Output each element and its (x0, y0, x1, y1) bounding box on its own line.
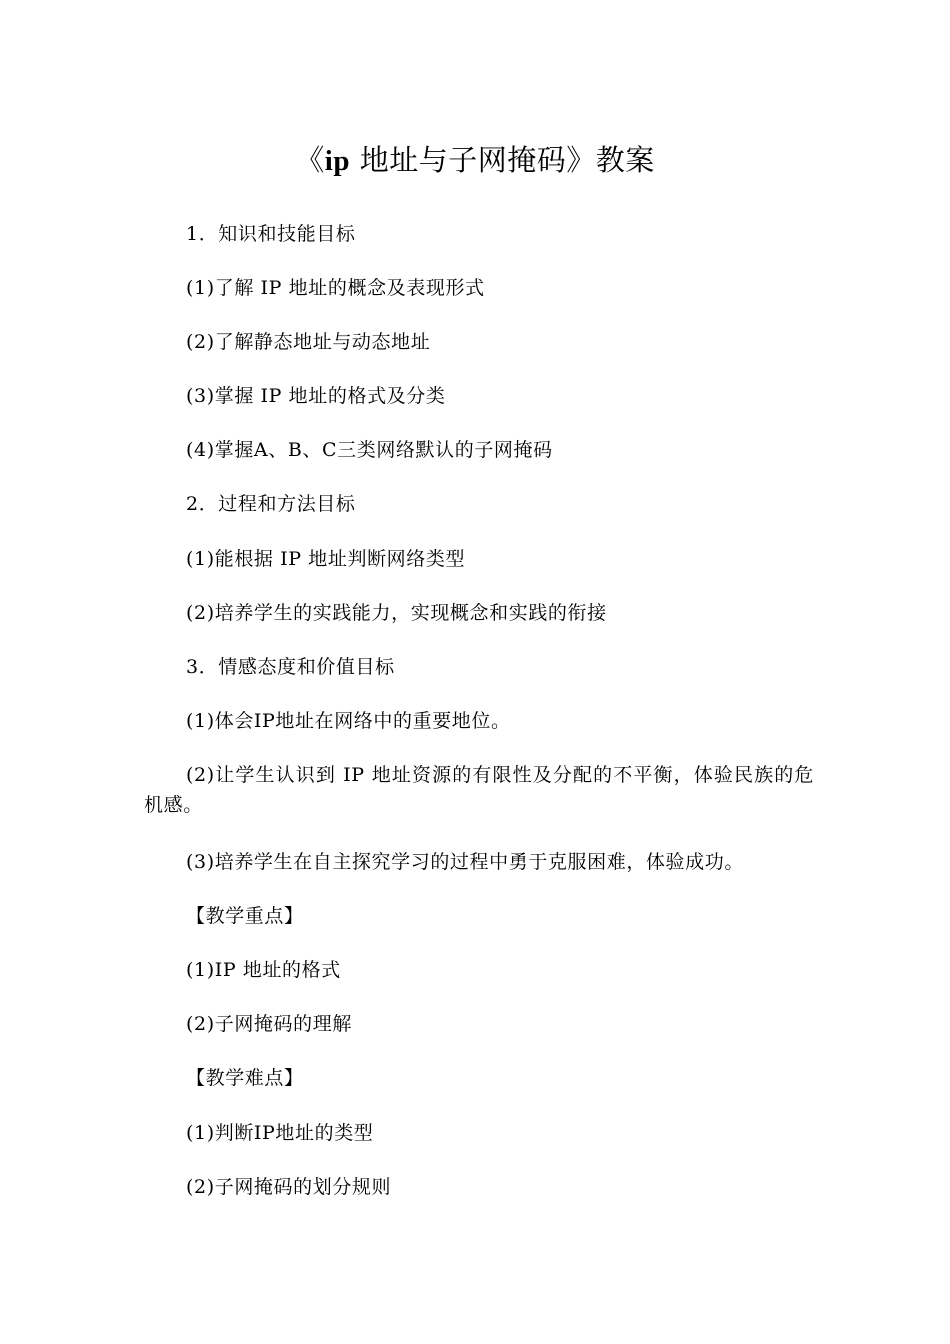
list-item: (2)子网掩码的理解 (186, 1013, 352, 1035)
list-item: (4)掌握A、B、C三类网络默认的子网掩码 (186, 439, 553, 461)
title-prefix: 《 (295, 143, 325, 177)
list-item: (3)掌握 IP 地址的格式及分类 (186, 385, 446, 407)
section-process-methods: 2．过程和方法目标 (186, 493, 356, 515)
list-item: (3)培养学生在自主探究学习的过程中勇于克服困难，体验成功。 (186, 851, 744, 873)
section-knowledge-skills: 1．知识和技能目标 (186, 223, 356, 245)
list-item: (2)了解静态地址与动态地址 (186, 331, 431, 353)
title-rest: 地址与子网掩码》教案 (349, 143, 655, 177)
list-item: (1)体会IP地址在网络中的重要地位。 (186, 710, 511, 732)
title-bold-ip: ip (324, 145, 350, 177)
list-item: (1)能根据 IP 地址判断网络类型 (186, 548, 466, 570)
list-item-wrapped: (2)让学生认识到 IP 地址资源的有限性及分配的不平衡，体验民族的危机感。 (144, 764, 814, 816)
list-item: (1)了解 IP 地址的概念及表现形式 (186, 277, 485, 299)
section-teaching-focus: 【教学重点】 (186, 905, 304, 927)
list-item: (2)培养学生的实践能力，实现概念和实践的衔接 (186, 602, 607, 624)
list-item: (1)判断IP地址的类型 (186, 1122, 374, 1144)
section-teaching-difficulty: 【教学难点】 (186, 1067, 304, 1089)
list-item: (1)IP 地址的格式 (186, 959, 341, 981)
list-item: (2)子网掩码的划分规则 (186, 1176, 392, 1198)
section-emotion-values: 3．情感态度和价值目标 (186, 656, 395, 678)
document-title (0, 142, 950, 179)
